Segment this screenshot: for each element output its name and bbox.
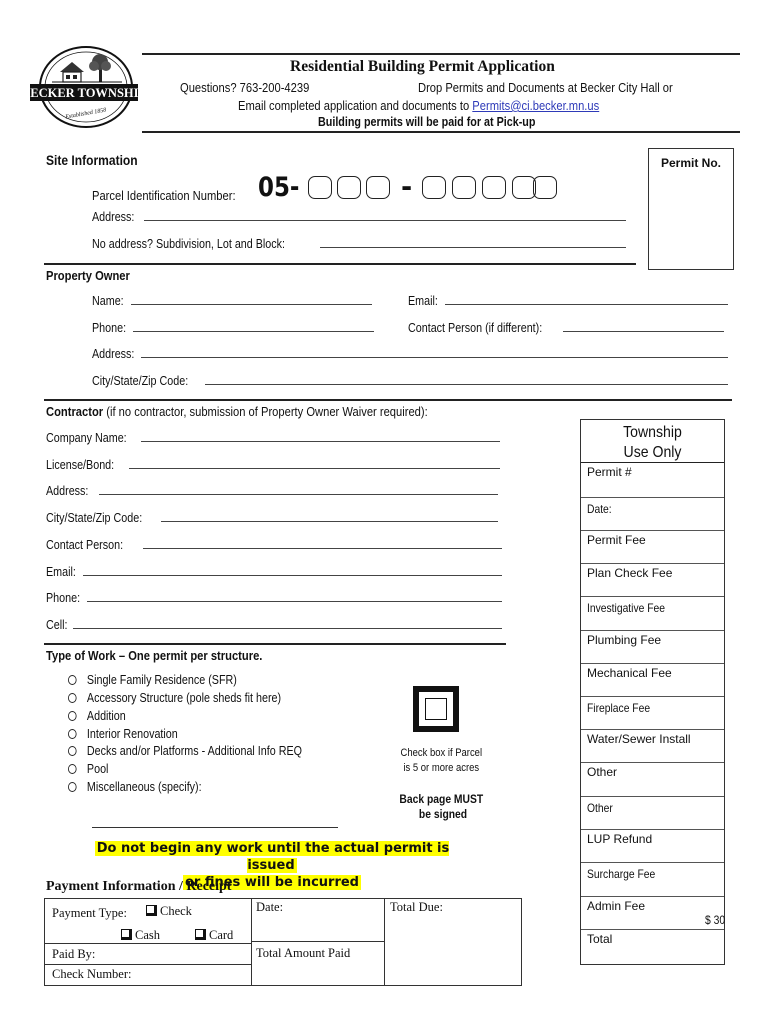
contractor-field-label: Phone: <box>46 591 81 605</box>
twp-other-row[interactable] <box>581 796 724 829</box>
twp-row-label: Water/Sewer Install <box>587 732 691 746</box>
contractor-field-label: Contact Person: <box>46 538 124 552</box>
twp-row-label: Plan Check Fee <box>587 566 673 580</box>
payment-cash-option[interactable] <box>121 928 160 943</box>
work-option-addition[interactable] <box>68 709 126 723</box>
twp-row-label: Date: <box>587 502 612 516</box>
radio-circle-icon[interactable] <box>68 764 77 774</box>
admin-fee-amount: $ 30 <box>704 913 725 927</box>
owner-email-field[interactable] <box>408 294 728 308</box>
parcel-digit-box[interactable] <box>308 176 332 199</box>
radio-circle-icon[interactable] <box>68 746 77 756</box>
contractor-field-label: License/Bond: <box>46 458 115 472</box>
owner-address-label: Address: <box>92 347 135 361</box>
contractor-license-field[interactable] <box>46 458 500 472</box>
email-instructions-text: Email completed application and documents to <box>238 98 470 113</box>
svg-text:Established 1858: Established 1858 <box>64 107 107 121</box>
house-icon <box>60 62 84 82</box>
twp-row-label: Mechanical Fee <box>587 666 672 680</box>
work-option-pool[interactable] <box>68 762 108 776</box>
contractor-company-field[interactable] <box>46 431 500 445</box>
acres-checkbox-caption <box>394 746 489 776</box>
owner-address-field[interactable] <box>92 347 728 361</box>
contractor-phone-field[interactable] <box>46 591 502 605</box>
payment-type-label: Payment Type: <box>52 906 127 920</box>
radio-circle-icon[interactable] <box>68 782 77 792</box>
misc-specify-line[interactable] <box>92 827 338 828</box>
payment-receipt-table <box>44 898 522 986</box>
work-option-accessory[interactable] <box>68 691 281 705</box>
twp-surcharge-fee-row[interactable] <box>581 862 724 896</box>
parcel-id-label: Parcel Identification Number: <box>92 188 236 203</box>
twp-mechanical-fee-row[interactable] <box>581 663 724 696</box>
parcel-prefix: 05- <box>258 172 300 203</box>
payment-card-option[interactable] <box>195 928 233 943</box>
twp-plumbing-fee-row[interactable] <box>581 630 724 663</box>
twp-row-label: Permit # <box>587 465 632 479</box>
questions-phone: Questions? 763-200-4239 <box>180 80 310 95</box>
work-option-label: Single Family Residence (SFR) <box>86 673 237 687</box>
work-option-decks[interactable] <box>68 744 302 758</box>
site-information-heading: Site Information <box>46 152 138 168</box>
site-address-field[interactable] <box>92 210 626 224</box>
contractor-email-field[interactable] <box>46 565 502 579</box>
radio-circle-icon[interactable] <box>68 729 77 739</box>
work-option-interior[interactable] <box>68 727 178 741</box>
work-option-label: Addition <box>86 709 126 723</box>
twp-row-label: LUP Refund <box>587 832 653 846</box>
twp-date-row[interactable] <box>581 497 724 530</box>
checkbox-icon[interactable] <box>146 905 157 916</box>
owner-city-field[interactable] <box>92 374 728 388</box>
email-instructions <box>238 98 599 113</box>
work-option-label: Pool <box>86 762 109 776</box>
parcel-digit-box[interactable] <box>452 176 476 199</box>
owner-name-field[interactable] <box>92 294 372 308</box>
contractor-contact-field[interactable] <box>46 538 502 552</box>
parcel-digit-box[interactable] <box>533 176 557 199</box>
parcel-digit-box[interactable] <box>337 176 361 199</box>
twp-investigative-fee-row[interactable] <box>581 596 724 630</box>
contractor-field-label: Address: <box>46 484 89 498</box>
contractor-rule <box>44 643 506 645</box>
radio-circle-icon[interactable] <box>68 693 77 703</box>
payment-cash-label: Cash <box>135 928 160 942</box>
twp-row-label: Admin Fee <box>587 899 646 913</box>
township-title-line2: Use Only <box>623 444 682 461</box>
payment-total-paid-cell[interactable]: Total Amount Paid <box>256 946 351 960</box>
parcel-dash: - <box>401 172 413 203</box>
checkbox-icon[interactable] <box>195 929 206 940</box>
township-title-line1: Township <box>623 424 682 441</box>
twp-row-label: Surcharge Fee <box>587 867 656 881</box>
acres-caption-line1: Check box if Parcel <box>400 747 483 759</box>
work-option-label: Decks and/or Platforms - Additional Info REQ <box>86 744 303 758</box>
twp-row-label: Permit Fee <box>587 533 646 547</box>
work-option-label: Interior Renovation <box>86 727 178 741</box>
twp-row-label: Other <box>587 765 618 779</box>
contractor-heading <box>46 404 428 419</box>
radio-circle-icon[interactable] <box>68 675 77 685</box>
site-info-rule <box>44 263 636 265</box>
type-of-work-heading: Type of Work – One permit per structure. <box>46 648 263 663</box>
header-bottom-rule <box>142 131 740 133</box>
twp-row-label: Total <box>587 932 613 946</box>
payment-date-cell[interactable]: Date: <box>256 900 284 914</box>
payment-check-number-cell[interactable]: Check Number: <box>52 967 132 981</box>
back-page-signed-note <box>394 792 489 822</box>
back-page-line1: Back page MUST <box>399 792 484 806</box>
contractor-title: Contractor <box>46 404 104 419</box>
township-use-only-title <box>590 423 716 463</box>
property-owner-heading: Property Owner <box>46 268 130 283</box>
work-option-misc[interactable] <box>68 780 202 794</box>
twp-admin-fee-row[interactable] <box>581 896 724 929</box>
twp-row-label: Fireplace Fee <box>587 701 651 715</box>
site-address-label: Address: <box>92 210 135 224</box>
twp-water-sewer-row[interactable] <box>581 729 724 762</box>
payment-heading: Payment Information / Receipt <box>46 879 232 894</box>
contractor-note: (if no contractor, submission of Property Owner Waiver required): <box>106 404 428 419</box>
permit-no-box[interactable] <box>648 148 734 270</box>
owner-contact-label: Contact Person (if different): <box>408 321 543 335</box>
contractor-cell-field[interactable] <box>46 618 502 632</box>
payment-total-due-cell[interactable]: Total Due: <box>390 900 443 914</box>
payment-card-label: Card <box>209 928 234 942</box>
twp-permit-fee-row[interactable] <box>581 530 724 563</box>
twp-other-row[interactable] <box>581 762 724 796</box>
permit-no-label: Permit No. <box>660 156 721 170</box>
property-owner-rule <box>44 399 732 401</box>
form-title: Residential Building Permit Application <box>290 58 555 75</box>
radio-circle-icon[interactable] <box>68 711 77 721</box>
contractor-field-label: Email: <box>46 565 76 579</box>
parcel-digit-box[interactable] <box>422 176 446 199</box>
acres-caption-line2: is 5 or more acres <box>403 762 480 774</box>
becker-township-logo <box>28 44 140 130</box>
parcel-digit-box[interactable] <box>482 176 506 199</box>
svg-text:BECKER TOWNSHIP: BECKER TOWNSHIP <box>28 86 140 100</box>
header-top-rule <box>142 53 740 55</box>
acres-checkbox-inner <box>425 698 447 720</box>
warning-line1: Do not begin any work until the actual permit is issued <box>96 841 450 873</box>
twp-total-row[interactable] <box>581 929 724 965</box>
work-option-label: Accessory Structure (pole sheds fit here) <box>86 691 282 705</box>
contractor-address-field[interactable] <box>46 484 498 498</box>
township-use-only-panel <box>580 419 725 965</box>
work-option-sfr[interactable] <box>68 673 237 687</box>
contractor-field-label: City/State/Zip Code: <box>46 511 143 525</box>
payment-check-option[interactable] <box>146 904 192 919</box>
contractor-field-label: Cell: <box>46 618 68 632</box>
twp-row-label: Investigative Fee <box>587 601 666 615</box>
owner-phone-label: Phone: <box>92 321 127 335</box>
subdivision-lot-block-field[interactable] <box>92 237 626 251</box>
subdivision-label: No address? Subdivision, Lot and Block: <box>92 237 286 251</box>
twp-permit-number-row[interactable] <box>581 462 724 497</box>
twp-lup-refund-row[interactable] <box>581 829 724 862</box>
back-page-line2: be signed <box>418 807 468 821</box>
twp-plan-check-fee-row[interactable] <box>581 563 724 596</box>
warning-line2: or fines will be incurred <box>184 875 359 890</box>
checkbox-icon[interactable] <box>121 929 132 940</box>
twp-fireplace-fee-row[interactable] <box>581 696 724 729</box>
permits-email-link[interactable]: Permits@ci.becker.mn.us <box>472 98 600 113</box>
parcel-digit-box[interactable] <box>366 176 390 199</box>
tree-icon <box>89 54 111 82</box>
owner-email-label: Email: <box>408 294 438 308</box>
owner-city-label: City/State/Zip Code: <box>92 374 189 388</box>
owner-name-label: Name: <box>92 294 124 308</box>
drop-permits-note: Drop Permits and Documents at Becker City Hall or <box>418 80 673 95</box>
acres-checkbox[interactable] <box>413 686 459 732</box>
twp-row-label: Plumbing Fee <box>587 633 662 647</box>
payment-check-label: Check <box>160 904 192 918</box>
contractor-city-field[interactable] <box>46 511 498 525</box>
work-option-label: Miscellaneous (specify): <box>86 780 202 794</box>
owner-contact-field[interactable] <box>408 321 724 335</box>
payment-pickup-note: Building permits will be paid for at Pick-up <box>318 115 536 129</box>
contractor-field-label: Company Name: <box>46 431 127 445</box>
twp-row-label: Other <box>587 801 613 815</box>
owner-phone-field[interactable] <box>92 321 374 335</box>
payment-paid-by-cell[interactable]: Paid By: <box>52 947 96 961</box>
